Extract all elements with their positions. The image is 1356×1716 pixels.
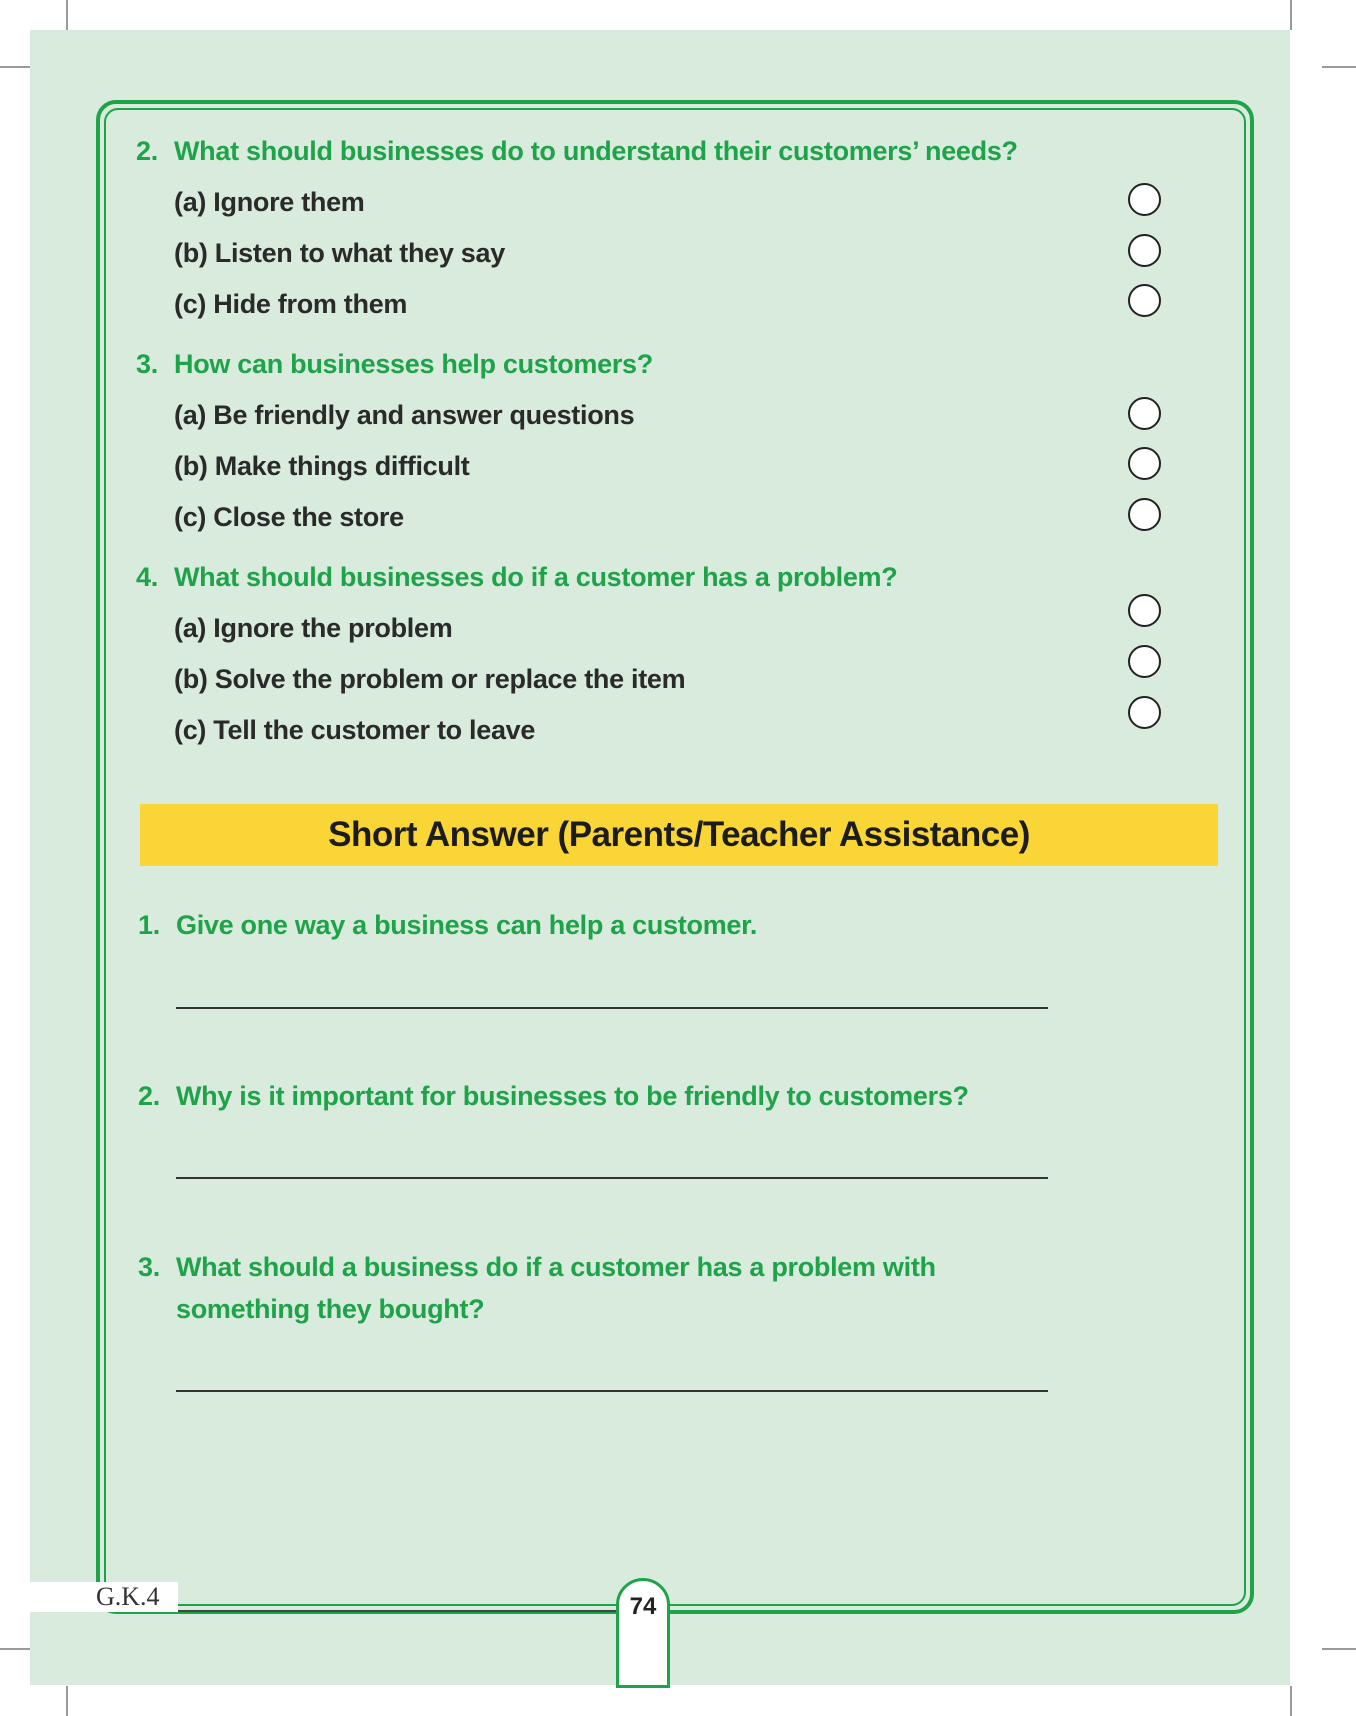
question-number: 2. [136,136,158,166]
answer-radio[interactable] [1128,284,1161,317]
question-number: 2. [138,1081,160,1111]
mcq-question [136,136,1018,167]
answer-radio[interactable] [1128,645,1161,678]
mcq-option: (c) Tell the customer to leave [174,715,536,745]
mcq-option: (a) Be friendly and answer questions [174,400,635,430]
answer-radio[interactable] [1128,498,1161,531]
book-code: G.K.4 [30,1582,178,1612]
section-heading-banner [140,804,1218,866]
answer-line[interactable] [176,1007,1048,1009]
question-number: 4. [136,562,158,592]
mcq-option: (c) Close the store [174,502,404,532]
answer-radio[interactable] [1128,183,1161,216]
answer-radio[interactable] [1128,696,1161,729]
short-answer-question-continued: something they bought? [176,1294,485,1324]
short-answer-question [138,1252,936,1283]
page-number-tab [616,1578,670,1688]
question-number: 3. [138,1252,160,1282]
short-answer-question [138,910,757,941]
mcq-option: (b) Listen to what they say [174,238,505,268]
crop-mark [1290,1686,1292,1716]
mcq-question [136,349,653,380]
mcq-option: (c) Hide from them [174,289,408,319]
section-heading: Short Answer (Parents/Teacher Assistance) [328,815,1030,854]
answer-line[interactable] [176,1390,1048,1392]
crop-mark [66,0,68,30]
page-number: 74 [629,1593,657,1620]
question-text: What should a business do if a customer has a problem with [176,1252,936,1282]
short-answer-question [138,1081,969,1112]
crop-mark [1322,1648,1356,1650]
answer-line[interactable] [176,1177,1048,1179]
mcq-option: (b) Solve the problem or replace the item [174,664,686,694]
crop-mark [66,1686,68,1716]
answer-radio[interactable] [1128,447,1161,480]
question-text: Why is it important for businesses to be friendly to customers? [176,1081,969,1111]
question-text: What should businesses do to understand their customers’ needs? [174,136,1018,166]
crop-mark [1322,66,1356,68]
crop-mark [0,1648,30,1650]
crop-mark [1290,0,1292,30]
mcq-option: (b) Make things difficult [174,451,470,481]
question-text: Give one way a business can help a customer. [176,910,758,940]
answer-radio[interactable] [1128,594,1161,627]
footer-rule [178,1610,618,1612]
mcq-option: (a) Ignore them [174,187,365,217]
question-number: 3. [136,349,158,379]
mcq-option: (a) Ignore the problem [174,613,453,643]
question-text: What should businesses do if a customer has a problem? [174,562,898,592]
mcq-question [136,562,897,593]
crop-mark [0,66,30,68]
answer-radio[interactable] [1128,397,1161,430]
question-text: How can businesses help customers? [174,349,653,379]
answer-radio[interactable] [1128,234,1161,267]
question-number: 1. [138,910,160,940]
